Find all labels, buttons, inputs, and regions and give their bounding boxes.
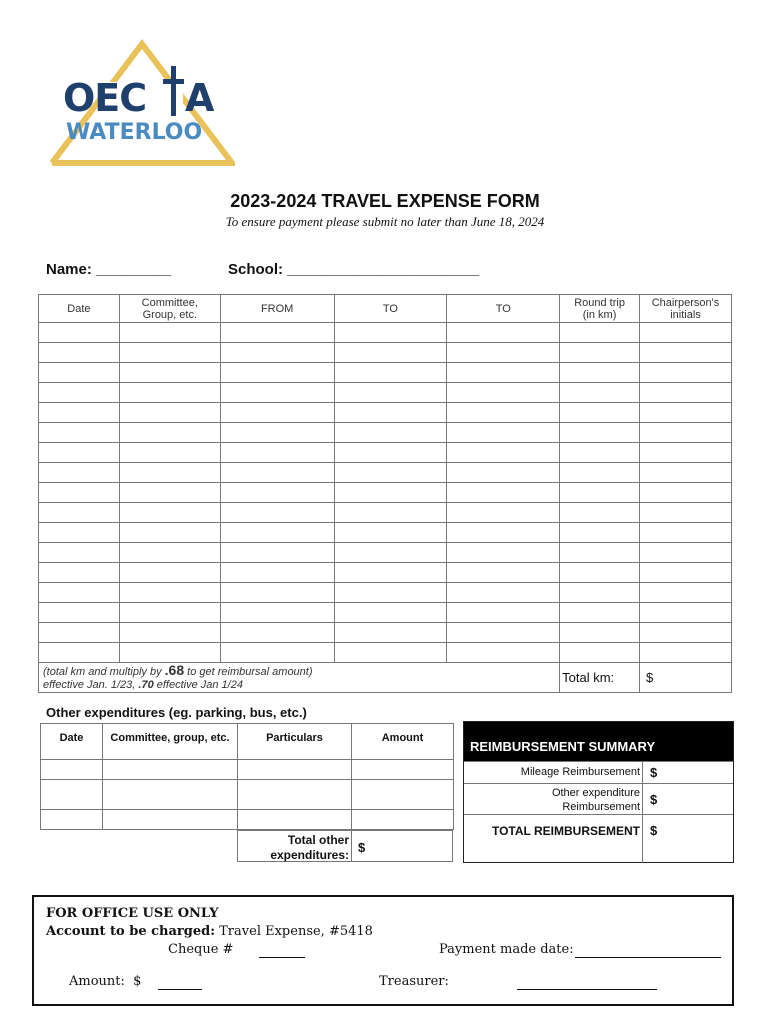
table-row bbox=[39, 503, 732, 523]
school-blank[interactable]: _______________________ bbox=[287, 261, 480, 278]
table-cell[interactable] bbox=[447, 623, 560, 643]
table-cell[interactable] bbox=[447, 443, 560, 463]
table-cell[interactable] bbox=[39, 603, 120, 623]
other-col-date: Date bbox=[41, 724, 103, 760]
table-cell[interactable] bbox=[119, 583, 220, 603]
table-cell[interactable] bbox=[640, 363, 732, 383]
table-cell[interactable] bbox=[220, 503, 334, 523]
table-cell[interactable] bbox=[220, 483, 334, 503]
table-cell[interactable] bbox=[220, 623, 334, 643]
table-cell[interactable] bbox=[447, 503, 560, 523]
total-km-label: Total km: bbox=[560, 663, 640, 693]
table-cell[interactable] bbox=[334, 443, 447, 463]
table-cell[interactable] bbox=[39, 403, 120, 423]
table-cell[interactable] bbox=[334, 363, 447, 383]
table-cell[interactable] bbox=[334, 403, 447, 423]
table-cell[interactable] bbox=[334, 483, 447, 503]
table-cell[interactable] bbox=[220, 563, 334, 583]
cheque-label: Cheque # bbox=[168, 942, 234, 957]
table-cell[interactable] bbox=[334, 423, 447, 443]
other-expenditures-table bbox=[40, 723, 454, 830]
table-cell[interactable] bbox=[119, 523, 220, 543]
table-cell[interactable] bbox=[560, 463, 640, 483]
table-cell[interactable] bbox=[39, 343, 120, 363]
other-cell[interactable] bbox=[103, 810, 238, 830]
table-row bbox=[39, 643, 732, 663]
table-row bbox=[39, 463, 732, 483]
table-cell[interactable] bbox=[220, 363, 334, 383]
table-cell[interactable] bbox=[220, 543, 334, 563]
table-row bbox=[39, 423, 732, 443]
table-row bbox=[39, 623, 732, 643]
table-cell[interactable] bbox=[39, 523, 120, 543]
table-cell[interactable] bbox=[640, 383, 732, 403]
col-header-date: Date bbox=[39, 295, 120, 323]
mileage-dollar[interactable]: $ bbox=[650, 765, 658, 780]
table-cell[interactable] bbox=[334, 383, 447, 403]
table-cell[interactable] bbox=[39, 543, 120, 563]
table-cell[interactable] bbox=[640, 423, 732, 443]
table-cell[interactable] bbox=[334, 603, 447, 623]
table-row bbox=[39, 523, 732, 543]
table-row bbox=[39, 543, 732, 563]
table-row bbox=[39, 583, 732, 603]
table-cell[interactable] bbox=[119, 383, 220, 403]
payment-date-label: Payment made date: bbox=[439, 942, 574, 957]
table-cell[interactable] bbox=[39, 443, 120, 463]
table-cell[interactable] bbox=[447, 643, 560, 663]
table-cell[interactable] bbox=[560, 583, 640, 603]
other-cell[interactable] bbox=[238, 810, 352, 830]
other-header-row bbox=[41, 724, 454, 760]
other-col-particulars: Particulars bbox=[238, 724, 352, 760]
table-cell[interactable] bbox=[560, 343, 640, 363]
form-subtitle: To ensure payment please submit no later than June 18, 2024 bbox=[225, 214, 545, 229]
table-cell[interactable] bbox=[334, 543, 447, 563]
total-reimb-dollar[interactable]: $ bbox=[650, 823, 658, 838]
table-cell[interactable] bbox=[39, 623, 120, 643]
table-cell[interactable] bbox=[119, 483, 220, 503]
table-cell[interactable] bbox=[560, 503, 640, 523]
col-header-to-1: TO bbox=[334, 295, 447, 323]
table-cell[interactable] bbox=[640, 343, 732, 363]
travel-table bbox=[38, 294, 732, 693]
table-cell[interactable] bbox=[447, 403, 560, 423]
other-cell[interactable] bbox=[352, 780, 454, 810]
other-reimb-dollar[interactable]: $ bbox=[650, 792, 658, 807]
amount-label: Amount: $ bbox=[69, 974, 142, 989]
amount-blank[interactable] bbox=[158, 978, 202, 990]
name-field[interactable] bbox=[46, 261, 171, 278]
table-cell[interactable] bbox=[119, 463, 220, 483]
summary-heading: REIMBURSEMENT SUMMARY bbox=[464, 722, 733, 761]
other-cell[interactable] bbox=[41, 780, 103, 810]
table-cell[interactable] bbox=[447, 583, 560, 603]
table-cell[interactable] bbox=[39, 383, 120, 403]
table-cell[interactable] bbox=[119, 423, 220, 443]
other-cell[interactable] bbox=[352, 810, 454, 830]
table-cell[interactable] bbox=[447, 363, 560, 383]
table-cell[interactable] bbox=[334, 583, 447, 603]
table-cell[interactable] bbox=[560, 483, 640, 503]
table-cell[interactable] bbox=[560, 603, 640, 623]
table-cell[interactable] bbox=[220, 603, 334, 623]
logo-a-text: A bbox=[185, 76, 215, 120]
table-cell[interactable] bbox=[640, 603, 732, 623]
summary-other-row bbox=[464, 783, 733, 814]
table-cell[interactable] bbox=[640, 443, 732, 463]
table-cell[interactable] bbox=[640, 503, 732, 523]
other-cell[interactable] bbox=[41, 760, 103, 780]
table-cell[interactable] bbox=[447, 483, 560, 503]
other-total-box bbox=[237, 830, 453, 862]
table-cell[interactable] bbox=[560, 383, 640, 403]
table-cell[interactable] bbox=[447, 423, 560, 443]
table-cell[interactable] bbox=[220, 423, 334, 443]
payment-date-blank[interactable] bbox=[575, 946, 721, 958]
table-cell[interactable] bbox=[39, 503, 120, 523]
mileage-label: Mileage Reimbursement bbox=[520, 766, 640, 778]
other-row bbox=[41, 760, 454, 780]
table-cell[interactable] bbox=[119, 443, 220, 463]
total-km-amount[interactable]: $ bbox=[640, 663, 732, 693]
table-cell[interactable] bbox=[334, 463, 447, 483]
name-blank[interactable]: _________ bbox=[96, 261, 172, 278]
table-cell[interactable] bbox=[334, 523, 447, 543]
other-row bbox=[41, 780, 454, 810]
account-line bbox=[46, 924, 373, 939]
table-cell[interactable] bbox=[560, 643, 640, 663]
table-cell[interactable] bbox=[39, 563, 120, 583]
table-cell[interactable] bbox=[447, 523, 560, 543]
table-cell[interactable] bbox=[447, 323, 560, 343]
table-cell[interactable] bbox=[220, 343, 334, 363]
table-cell[interactable] bbox=[334, 623, 447, 643]
table-cell[interactable] bbox=[39, 423, 120, 443]
other-col-amount: Amount bbox=[352, 724, 454, 760]
table-cell[interactable] bbox=[39, 483, 120, 503]
table-cell[interactable] bbox=[334, 343, 447, 363]
table-cell[interactable] bbox=[560, 323, 640, 343]
treasurer-label: Treasurer: bbox=[379, 974, 449, 989]
table-cell[interactable] bbox=[640, 623, 732, 643]
other-cell[interactable] bbox=[352, 760, 454, 780]
table-row bbox=[39, 603, 732, 623]
table-cell[interactable] bbox=[640, 583, 732, 603]
other-total-dollar[interactable]: $ bbox=[358, 840, 366, 855]
table-cell[interactable] bbox=[39, 363, 120, 383]
table-cell[interactable] bbox=[640, 543, 732, 563]
table-cell[interactable] bbox=[640, 563, 732, 583]
table-footer-row bbox=[39, 663, 732, 693]
summary-total-row bbox=[464, 814, 733, 863]
table-cell[interactable] bbox=[119, 643, 220, 663]
table-cell[interactable] bbox=[220, 463, 334, 483]
form-title: 2023-2024 TRAVEL EXPENSE FORM bbox=[230, 191, 540, 211]
office-use-box bbox=[32, 895, 734, 1006]
table-cell[interactable] bbox=[119, 563, 220, 583]
table-row bbox=[39, 383, 732, 403]
account-value: Travel Expense, #5418 bbox=[219, 924, 373, 939]
table-cell[interactable] bbox=[640, 643, 732, 663]
table-cell[interactable] bbox=[640, 323, 732, 343]
col-header-to-2: TO bbox=[447, 295, 560, 323]
col-header-from: FROM bbox=[220, 295, 334, 323]
table-cell[interactable] bbox=[220, 583, 334, 603]
table-cell[interactable] bbox=[447, 543, 560, 563]
table-cell[interactable] bbox=[334, 643, 447, 663]
table-cell[interactable] bbox=[560, 563, 640, 583]
table-cell[interactable] bbox=[119, 543, 220, 563]
table-cell[interactable] bbox=[640, 523, 732, 543]
col-header-chairperson: Chairperson's initials bbox=[640, 295, 732, 323]
table-cell[interactable] bbox=[560, 423, 640, 443]
table-row bbox=[39, 343, 732, 363]
col-header-round-trip: Round trip (in km) bbox=[560, 295, 640, 323]
table-cell[interactable] bbox=[119, 403, 220, 423]
table-cell[interactable] bbox=[447, 383, 560, 403]
school-label: School: bbox=[228, 261, 283, 278]
table-cell[interactable] bbox=[334, 503, 447, 523]
account-label: Account to be charged: bbox=[46, 924, 215, 939]
table-cell[interactable] bbox=[447, 343, 560, 363]
table-cell[interactable] bbox=[220, 383, 334, 403]
table-row bbox=[39, 483, 732, 503]
table-cell[interactable] bbox=[220, 323, 334, 343]
table-cell[interactable] bbox=[334, 323, 447, 343]
table-cell[interactable] bbox=[39, 463, 120, 483]
other-expenditures-title: Other expenditures (eg. parking, bus, etc.) bbox=[46, 705, 307, 720]
table-cell[interactable] bbox=[560, 523, 640, 543]
logo-oec-text: OEC bbox=[63, 76, 147, 120]
table-cell[interactable] bbox=[640, 403, 732, 423]
table-row bbox=[39, 323, 732, 343]
other-col-committee: Committee, group, etc. bbox=[103, 724, 238, 760]
table-row bbox=[39, 443, 732, 463]
table-cell[interactable] bbox=[220, 643, 334, 663]
table-row bbox=[39, 563, 732, 583]
table-cell[interactable] bbox=[560, 363, 640, 383]
other-cell[interactable] bbox=[238, 760, 352, 780]
table-row bbox=[39, 403, 732, 423]
cheque-blank[interactable] bbox=[259, 946, 305, 958]
table-cell[interactable] bbox=[560, 543, 640, 563]
table-cell[interactable] bbox=[220, 443, 334, 463]
col-header-committee: Committee, Group, etc. bbox=[119, 295, 220, 323]
table-row bbox=[39, 363, 732, 383]
other-cell[interactable] bbox=[103, 780, 238, 810]
table-cell[interactable] bbox=[640, 463, 732, 483]
table-cell[interactable] bbox=[119, 623, 220, 643]
reimbursement-summary bbox=[463, 721, 734, 863]
cross-icon bbox=[160, 66, 186, 116]
treasurer-blank[interactable] bbox=[517, 978, 657, 990]
other-cell[interactable] bbox=[103, 760, 238, 780]
other-cell[interactable] bbox=[41, 810, 103, 830]
table-cell[interactable] bbox=[447, 563, 560, 583]
table-cell[interactable] bbox=[39, 323, 120, 343]
table-cell[interactable] bbox=[447, 603, 560, 623]
other-row bbox=[41, 810, 454, 830]
rate-note: (total km and multiply by .68 to get reimbursal amount) effective Jan. 1/23, .70 effective Jan 1/24 bbox=[39, 663, 560, 693]
table-cell[interactable] bbox=[220, 523, 334, 543]
summary-mileage-row bbox=[464, 761, 733, 783]
total-reimb-label: TOTAL REIMBURSEMENT bbox=[491, 824, 640, 838]
office-heading: FOR OFFICE USE ONLY bbox=[46, 906, 219, 921]
other-total-label: Total other expenditures: bbox=[270, 833, 349, 862]
table-cell[interactable] bbox=[119, 363, 220, 383]
table-cell[interactable] bbox=[447, 463, 560, 483]
table-cell[interactable] bbox=[39, 643, 120, 663]
logo-waterloo-text: WATERLOO bbox=[66, 120, 203, 145]
table-cell[interactable] bbox=[560, 623, 640, 643]
table-header-row bbox=[39, 295, 732, 323]
oecta-waterloo-logo bbox=[50, 38, 235, 168]
table-cell[interactable] bbox=[640, 483, 732, 503]
table-cell[interactable] bbox=[560, 403, 640, 423]
table-cell[interactable] bbox=[39, 583, 120, 603]
table-cell[interactable] bbox=[119, 603, 220, 623]
table-cell[interactable] bbox=[119, 323, 220, 343]
school-field[interactable] bbox=[228, 261, 479, 278]
table-cell[interactable] bbox=[560, 443, 640, 463]
table-cell[interactable] bbox=[334, 563, 447, 583]
table-cell[interactable] bbox=[220, 403, 334, 423]
table-cell[interactable] bbox=[119, 343, 220, 363]
table-cell[interactable] bbox=[119, 503, 220, 523]
other-cell[interactable] bbox=[238, 780, 352, 810]
other-reimb-label: Other expenditure Reimbursement bbox=[551, 787, 640, 813]
name-label: Name: bbox=[46, 261, 92, 278]
